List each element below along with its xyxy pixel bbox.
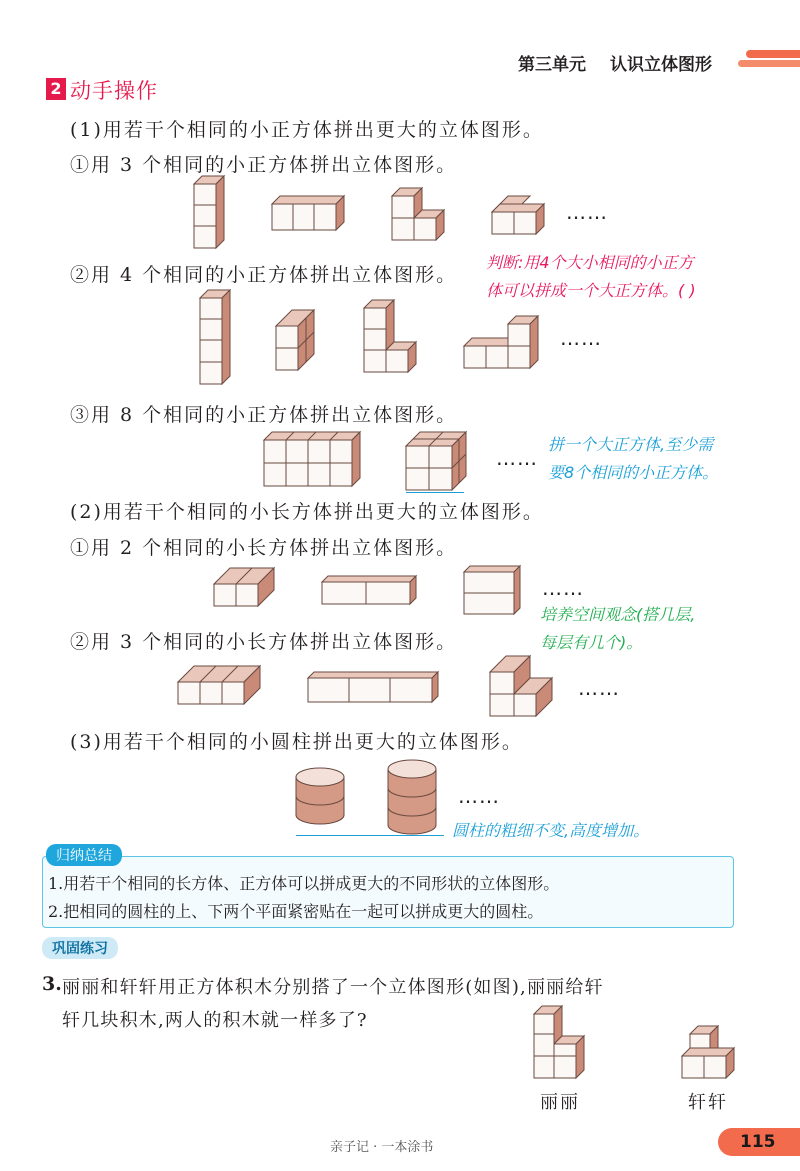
header-stripe bbox=[738, 60, 800, 67]
figure-2cuboid-long bbox=[322, 576, 416, 604]
question-number: 3. bbox=[42, 973, 62, 995]
part2-item1: ①用 2 个相同的小长方体拼出立体图形。 bbox=[70, 537, 458, 559]
underline bbox=[406, 492, 464, 493]
figure-4cube-step bbox=[464, 316, 538, 368]
figure-3cuboid-long bbox=[308, 672, 438, 702]
figure-3cuboid-step bbox=[490, 656, 552, 716]
note-cube8-2: 要8个相同的小正方体。 bbox=[548, 463, 719, 482]
figure-8cube-big-cube bbox=[406, 432, 466, 490]
part1-intro: (1)用若干个相同的小正方体拼出更大的立体图形。 bbox=[70, 119, 544, 141]
note-cylinder: 圆柱的粗细不变,高度增加。 bbox=[452, 821, 650, 840]
footer-publisher: 亲子记 · 一本涂书 bbox=[330, 1140, 434, 1155]
question-line1: 丽丽和轩轩用正方体积木分别搭了一个立体图形(如图),丽丽给轩 bbox=[62, 977, 604, 998]
unit-label: 第三单元 bbox=[518, 55, 586, 75]
figure-xuanxuan-blocks bbox=[682, 1026, 734, 1078]
underline bbox=[296, 835, 444, 836]
summary-line2: 2.把相同的圆柱的上、下两个平面紧密贴在一起可以拼成更大的圆柱。 bbox=[48, 902, 544, 921]
part1-item2: ②用 4 个相同的小正方体拼出立体图形。 bbox=[70, 264, 458, 286]
ellipsis: …… bbox=[542, 576, 584, 600]
note-judge-2: 体可以拼成一个大正方体。( ) bbox=[486, 281, 696, 300]
figure-4cube-stack bbox=[276, 310, 314, 370]
figure-3cube-vertical bbox=[194, 176, 224, 248]
figure-8cube-flat bbox=[264, 432, 360, 486]
summary-line1: 1.用若干个相同的长方体、正方体可以拼成更大的不同形状的立体图形。 bbox=[48, 874, 560, 893]
note-space-2: 每层有几个)。 bbox=[540, 633, 643, 652]
note-judge-1: 判断:用4个大小相同的小正方 bbox=[486, 253, 694, 272]
ellipsis: …… bbox=[578, 676, 620, 700]
figure-3cuboid-flat bbox=[178, 666, 260, 704]
figure-3cylinders bbox=[388, 760, 436, 834]
ellipsis: …… bbox=[566, 200, 608, 224]
header-stripe bbox=[746, 50, 800, 58]
part2-intro: (2)用若干个相同的小长方体拼出更大的立体图形。 bbox=[70, 501, 544, 523]
figure-4cube-vertical bbox=[200, 290, 230, 384]
part1-item3: ③用 8 个相同的小正方体拼出立体图形。 bbox=[70, 404, 458, 426]
figure-2cuboid-flat bbox=[214, 568, 274, 606]
figure-3cube-corner bbox=[492, 196, 544, 234]
figure-4cube-l bbox=[364, 300, 416, 372]
note-cube8-1: 拼一个大正方体,至少需 bbox=[548, 435, 714, 454]
figure-2cylinders bbox=[296, 768, 344, 824]
figure-3cube-row bbox=[272, 196, 344, 230]
unit-title: 认识立体图形 bbox=[610, 55, 712, 75]
section-number-badge: 2 bbox=[46, 78, 66, 100]
note-space-1: 培养空间观念(搭几层, bbox=[540, 605, 696, 624]
practice-label: 巩固练习 bbox=[42, 937, 118, 959]
part2-item2: ②用 3 个相同的小长方体拼出立体图形。 bbox=[70, 631, 458, 653]
label-xuanxuan: 轩轩 bbox=[688, 1092, 728, 1113]
section-title: 动手操作 bbox=[70, 79, 158, 103]
summary-label: 归纳总结 bbox=[46, 844, 122, 866]
page-number: 115 bbox=[718, 1128, 800, 1156]
figure-2cuboid-tall bbox=[464, 566, 520, 614]
label-lili: 丽丽 bbox=[540, 1092, 580, 1113]
figure-lili-blocks bbox=[534, 1006, 584, 1078]
part3-intro: (3)用若干个相同的小圆柱拼出更大的立体图形。 bbox=[70, 731, 523, 753]
part1-item1: ①用 3 个相同的小正方体拼出立体图形。 bbox=[70, 154, 458, 176]
ellipsis: …… bbox=[560, 326, 602, 350]
question-line2: 轩几块积木,两人的积木就一样多了? bbox=[62, 1010, 368, 1031]
header-bar bbox=[488, 44, 800, 76]
ellipsis: …… bbox=[458, 784, 500, 808]
figure-3cube-l bbox=[392, 188, 444, 240]
ellipsis: …… bbox=[496, 446, 538, 470]
